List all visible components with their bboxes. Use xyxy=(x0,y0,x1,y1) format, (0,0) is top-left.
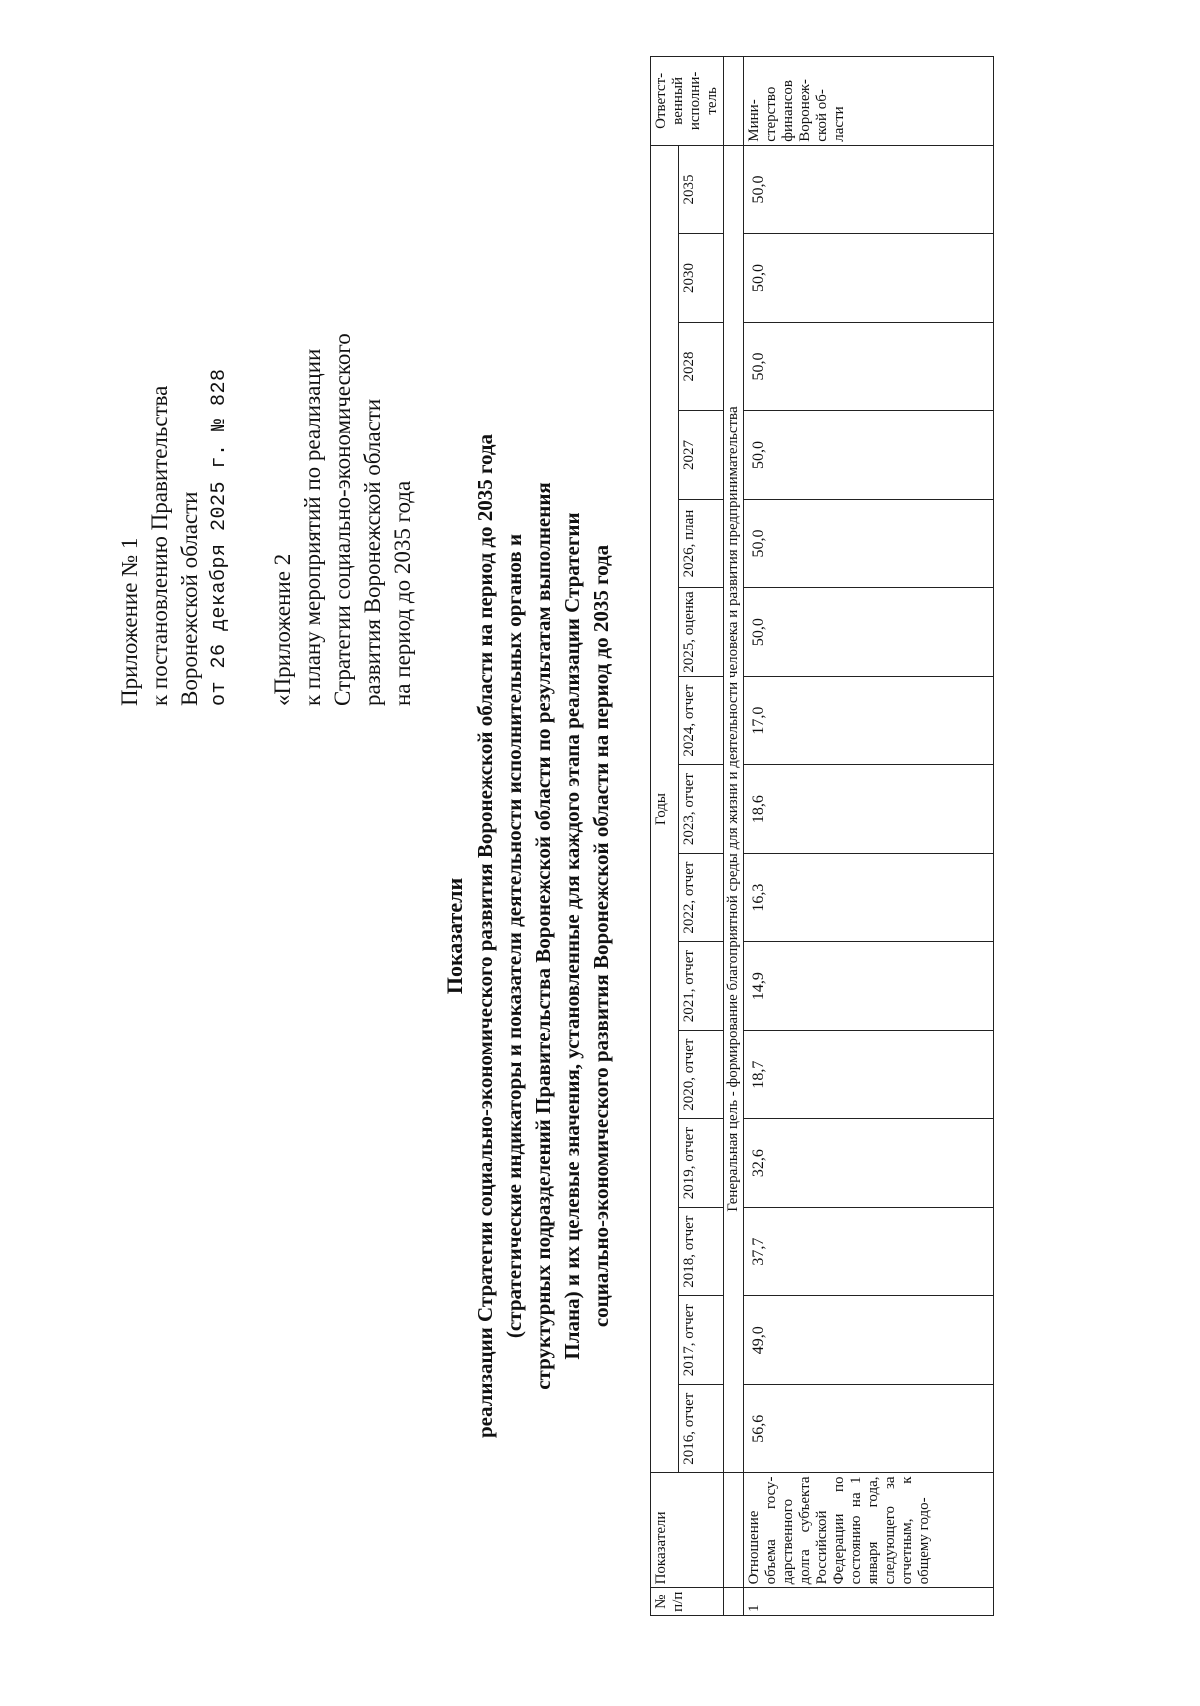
value-cell: 50,0 xyxy=(744,588,994,677)
value-cell: 32,6 xyxy=(744,1119,994,1208)
value-cell: 50,0 xyxy=(744,411,994,500)
indicators-table-wrapper xyxy=(650,56,994,1616)
plan-ref-line: к плану мероприятий по реализации xyxy=(300,348,325,706)
header-num: № п/п xyxy=(651,1588,724,1616)
indicators-table xyxy=(650,56,994,1616)
value-cell: 18,7 xyxy=(744,1030,994,1119)
plan-ref-line: развития Воронежской области xyxy=(360,398,385,706)
title-line: социально-экономического развития Воронежской области на период до 2035 года xyxy=(589,544,613,1328)
value-cell: 37,7 xyxy=(744,1207,994,1296)
value-cell: 50,0 xyxy=(744,322,994,411)
appendix-reference xyxy=(115,86,235,706)
header-year: 2017, отчет xyxy=(679,1296,724,1385)
document-title xyxy=(440,251,616,1621)
responsible-executor: Мини-стерство финансов Воронеж-ской об-ласти xyxy=(744,57,994,146)
plan-appendix-number: «Приложение 2 xyxy=(270,553,295,706)
appendix-decree-ref: к постановлению Правительства xyxy=(147,385,172,706)
header-year: 2030 xyxy=(679,234,724,323)
value-cell: 56,6 xyxy=(744,1384,994,1473)
value-cell: 50,0 xyxy=(744,234,994,323)
table-row xyxy=(744,57,994,1616)
value-cell: 17,0 xyxy=(744,676,994,765)
header-year: 2020, отчет xyxy=(679,1030,724,1119)
header-year: 2016, отчет xyxy=(679,1384,724,1473)
title-line: (стратегические индикаторы и показатели деятельности исполнительных органов и xyxy=(502,533,526,1339)
header-years: Годы xyxy=(651,145,679,1473)
header-year: 2023, отчет xyxy=(679,765,724,854)
title-line: структурных подразделений Правительства Воронежской области по результатам выполнения xyxy=(531,482,555,1390)
value-cell: 18,6 xyxy=(744,765,994,854)
appendix-region: Воронежской области xyxy=(177,491,202,706)
value-cell: 49,0 xyxy=(744,1296,994,1385)
plan-ref-line: на период до 2035 года xyxy=(390,480,415,706)
value-cell: 50,0 xyxy=(744,145,994,234)
value-cell: 50,0 xyxy=(744,499,994,588)
value-cell: 14,9 xyxy=(744,942,994,1031)
general-goal-text: Генеральная цель - формирование благоприятной среды для жизни и деятельности человека и развития предпринимательства xyxy=(724,145,744,1473)
plan-ref-line: Стратегии социально-экономического xyxy=(330,333,355,706)
header-year: 2019, отчет xyxy=(679,1119,724,1208)
appendix-date-number: от 26 декабря 2025 г. № 828 xyxy=(208,368,231,706)
goal-spacer-name xyxy=(724,1473,744,1588)
indicator-name: Отношение объема госу-дарственного долга субъекта Российской Федерации по состоянию на 1 января года, следующего за отчетным, к общему годо- xyxy=(744,1473,994,1588)
title-heading: Показатели xyxy=(442,877,467,995)
value-cell: 16,3 xyxy=(744,853,994,942)
header-responsible: Ответст-венный исполни-тель xyxy=(651,57,724,146)
plan-reference xyxy=(268,86,418,706)
header-year: 2035 xyxy=(679,145,724,234)
table-year-header-row xyxy=(679,57,724,1616)
title-line: Плана) и их целевые значения, установленные для каждого этапа реализации Стратегии xyxy=(560,512,584,1360)
goal-row xyxy=(724,57,744,1616)
header-year: 2024, отчет xyxy=(679,676,724,765)
goal-spacer-num xyxy=(724,1588,744,1616)
header-year: 2026, план xyxy=(679,499,724,588)
appendix-number: Приложение № 1 xyxy=(117,537,142,706)
header-year: 2027 xyxy=(679,411,724,500)
header-year: 2025, оценка xyxy=(679,588,724,677)
row-number: 1 xyxy=(744,1588,994,1616)
header-indicator: Показатели xyxy=(651,1473,724,1588)
table-header-row xyxy=(651,57,679,1616)
title-line: реализации Стратегии социально-экономического развития Воронежской области на период до 2035 года xyxy=(473,433,497,1439)
header-year: 2028 xyxy=(679,322,724,411)
goal-spacer-resp xyxy=(724,57,744,146)
header-year: 2018, отчет xyxy=(679,1207,724,1296)
header-year: 2021, отчет xyxy=(679,942,724,1031)
header-year: 2022, отчет xyxy=(679,853,724,942)
